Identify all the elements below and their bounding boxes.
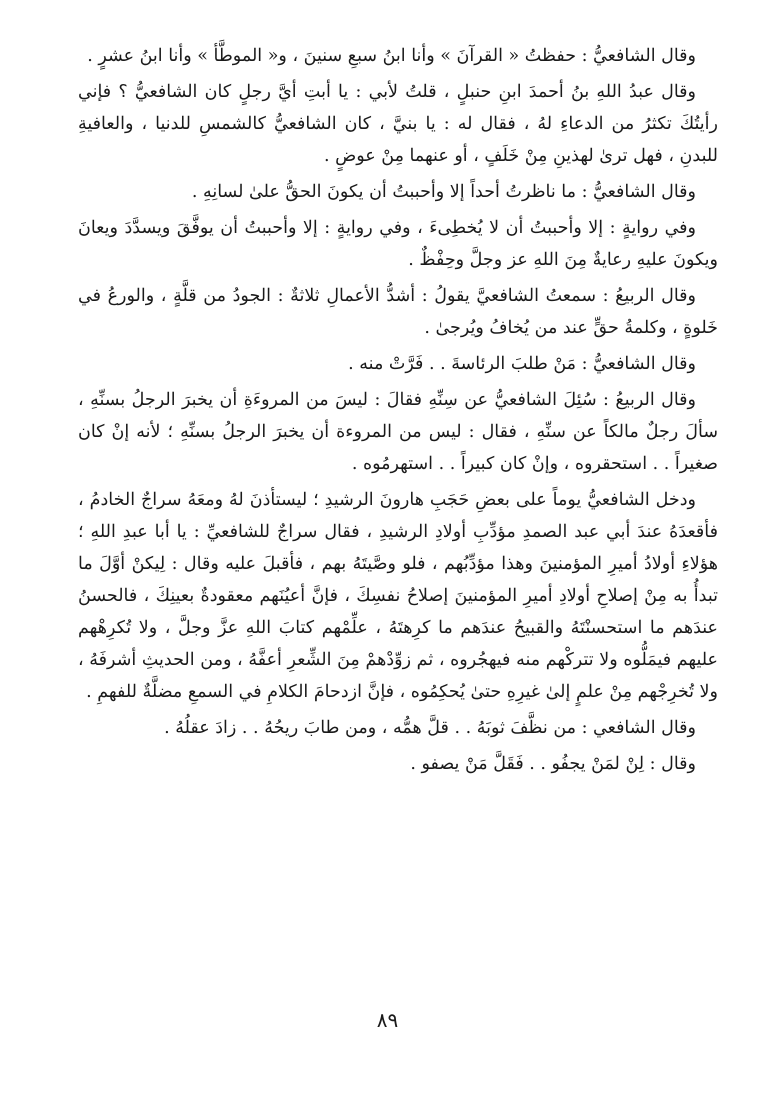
- paragraph-hardest-deeds: وقال الربيعُ : سمعتُ الشافعيَّ يقولُ : أشدُّ الأعمالِ ثلاثةٌ : الجودُ من قلَّةٍ ، والورعُ في خَلوةٍ ، وكلمةُ حقٍّ عند من يُخافُ ويُرجىٰ .: [78, 286, 718, 338]
- paragraph-memorization: وقال الشافعيُّ : حفظتُ « القرآنَ » وأنا ابنُ سبعِ سنينَ ، و« الموطَّأ » وأنا ابنُ عشرٍ .: [87, 46, 696, 66]
- paragraph-cleanliness: وقال الشافعي : من نظَّفَ ثوبَهُ . . قلَّ همُّه ، ومن طابَ ريحُهُ . . زادَ عقلُهُ .: [164, 718, 696, 738]
- paragraph-gentleness: وقال : لِنْ لمَنْ يجفُو . . فَقَلَّ مَنْ يصفو .: [410, 754, 696, 774]
- paragraph-narration-variant: وفي روايةٍ : إلا وأحببتُ أن لا يُخطِىءَ ، وفي روايةٍ : إلا وأحببتُ أن يوفَّقَ ويسدَّدَ ويعانَ ويكونَ عليهِ رعايةٌ مِنَ اللهِ عز وجلَّ وحِفْظٌ .: [78, 218, 718, 270]
- paragraph-leadership: وقال الشافعيُّ : مَنْ طلبَ الرئاسةَ . . فَرَّتْ منه .: [348, 354, 696, 374]
- paragraph-abdullah-ibn-ahmad: وقال عبدُ اللهِ بنُ أحمدَ ابنِ حنبلٍ ، قلتُ لأبي : يا أبتِ أيَّ رجلٍ كان الشافعيُّ ؟ فإني رأيتُكَ تكثرُ من الدعاءِ لهُ ، فقال له : يا بنيَّ ، كان الشافعيُّ كالشمسِ للدنيا ، والعافيةِ للبدنِ ، فهل ترىٰ لهذينِ مِنْ خَلَفٍ ، أو عنهما مِنْ عوضٍ .: [78, 82, 718, 166]
- paragraph-debate: وقال الشافعيُّ : ما ناظرتُ أحداً إلا وأحببتُ أن يكونَ الحقُّ علىٰ لسانِهِ .: [191, 182, 696, 202]
- paragraph-age-question: وقال الربيعُ : سُئِلَ الشافعيُّ عن سِنِّهِ فقالَ : ليسَ من المروءَةِ أن يخبرَ الرجلُ بسنِّهِ ، سألَ رجلٌ مالكاً عن سنِّهِ ، فقال : ليس من المروءة أن يخبرَ الرجلُ بسنِّهِ ؛ لأنه إنْ كان صغيراً . . استحقروه ، وإنْ كان كبيراً . . استهرمُوه .: [78, 390, 718, 474]
- page-number: ٨٩: [376, 1008, 399, 1032]
- paragraph-harun-rashid-tutor: ودخل الشافعيُّ يوماً على بعضِ حَجَبِ هارونَ الرشيدِ ؛ ليستأذنَ لهُ ومعَهُ سراجٌ الخادمُ ، فأقعدَهُ عندَ أبي عبد الصمدِ مؤدِّبِ أولادِ الرشيدِ ، فقال سراجٌ للشافعيِّ : يا أبا عبدِ اللهِ ؛ هؤلاءِ أولادُ أميرِ المؤمنينَ وهذا مؤدِّبُهم ، فلو وصَّيتَهُ بهم ، فأقبلَ عليه وقال : لِيكنْ أوَّلَ ما تبدأُ به مِنْ إصلاحِ أولادِ أميرِ المؤمنينَ إصلاحُ نفسِكَ ، فإنَّ أعيُنَهم معقودةٌ بعينِكَ ، فالحسنُ عندَهم ما استحسنْتَهُ والقبيحُ عندَهم ما كرِهتَهُ ، علِّمْهم كتابَ اللهِ عزَّ وجلَّ ، ولا تُكرِهْهم عليهم فيمَلُّوه ولا تتركْهم منه فيهجُروه ، ثم زوِّدْهمْ مِنَ الشِّعرِ أعفَّهُ ، ومن الحديثِ أشرفَهُ ، ولا تُخرِجْهم مِنْ علمٍ إلىٰ غيرِهِ حتىٰ يُحكِمُوه ، فإنَّ ازدحامَ الكلامِ في السمعِ مضلَّةٌ للفهمِ .: [78, 490, 718, 702]
- page-body: [78, 40, 718, 784]
